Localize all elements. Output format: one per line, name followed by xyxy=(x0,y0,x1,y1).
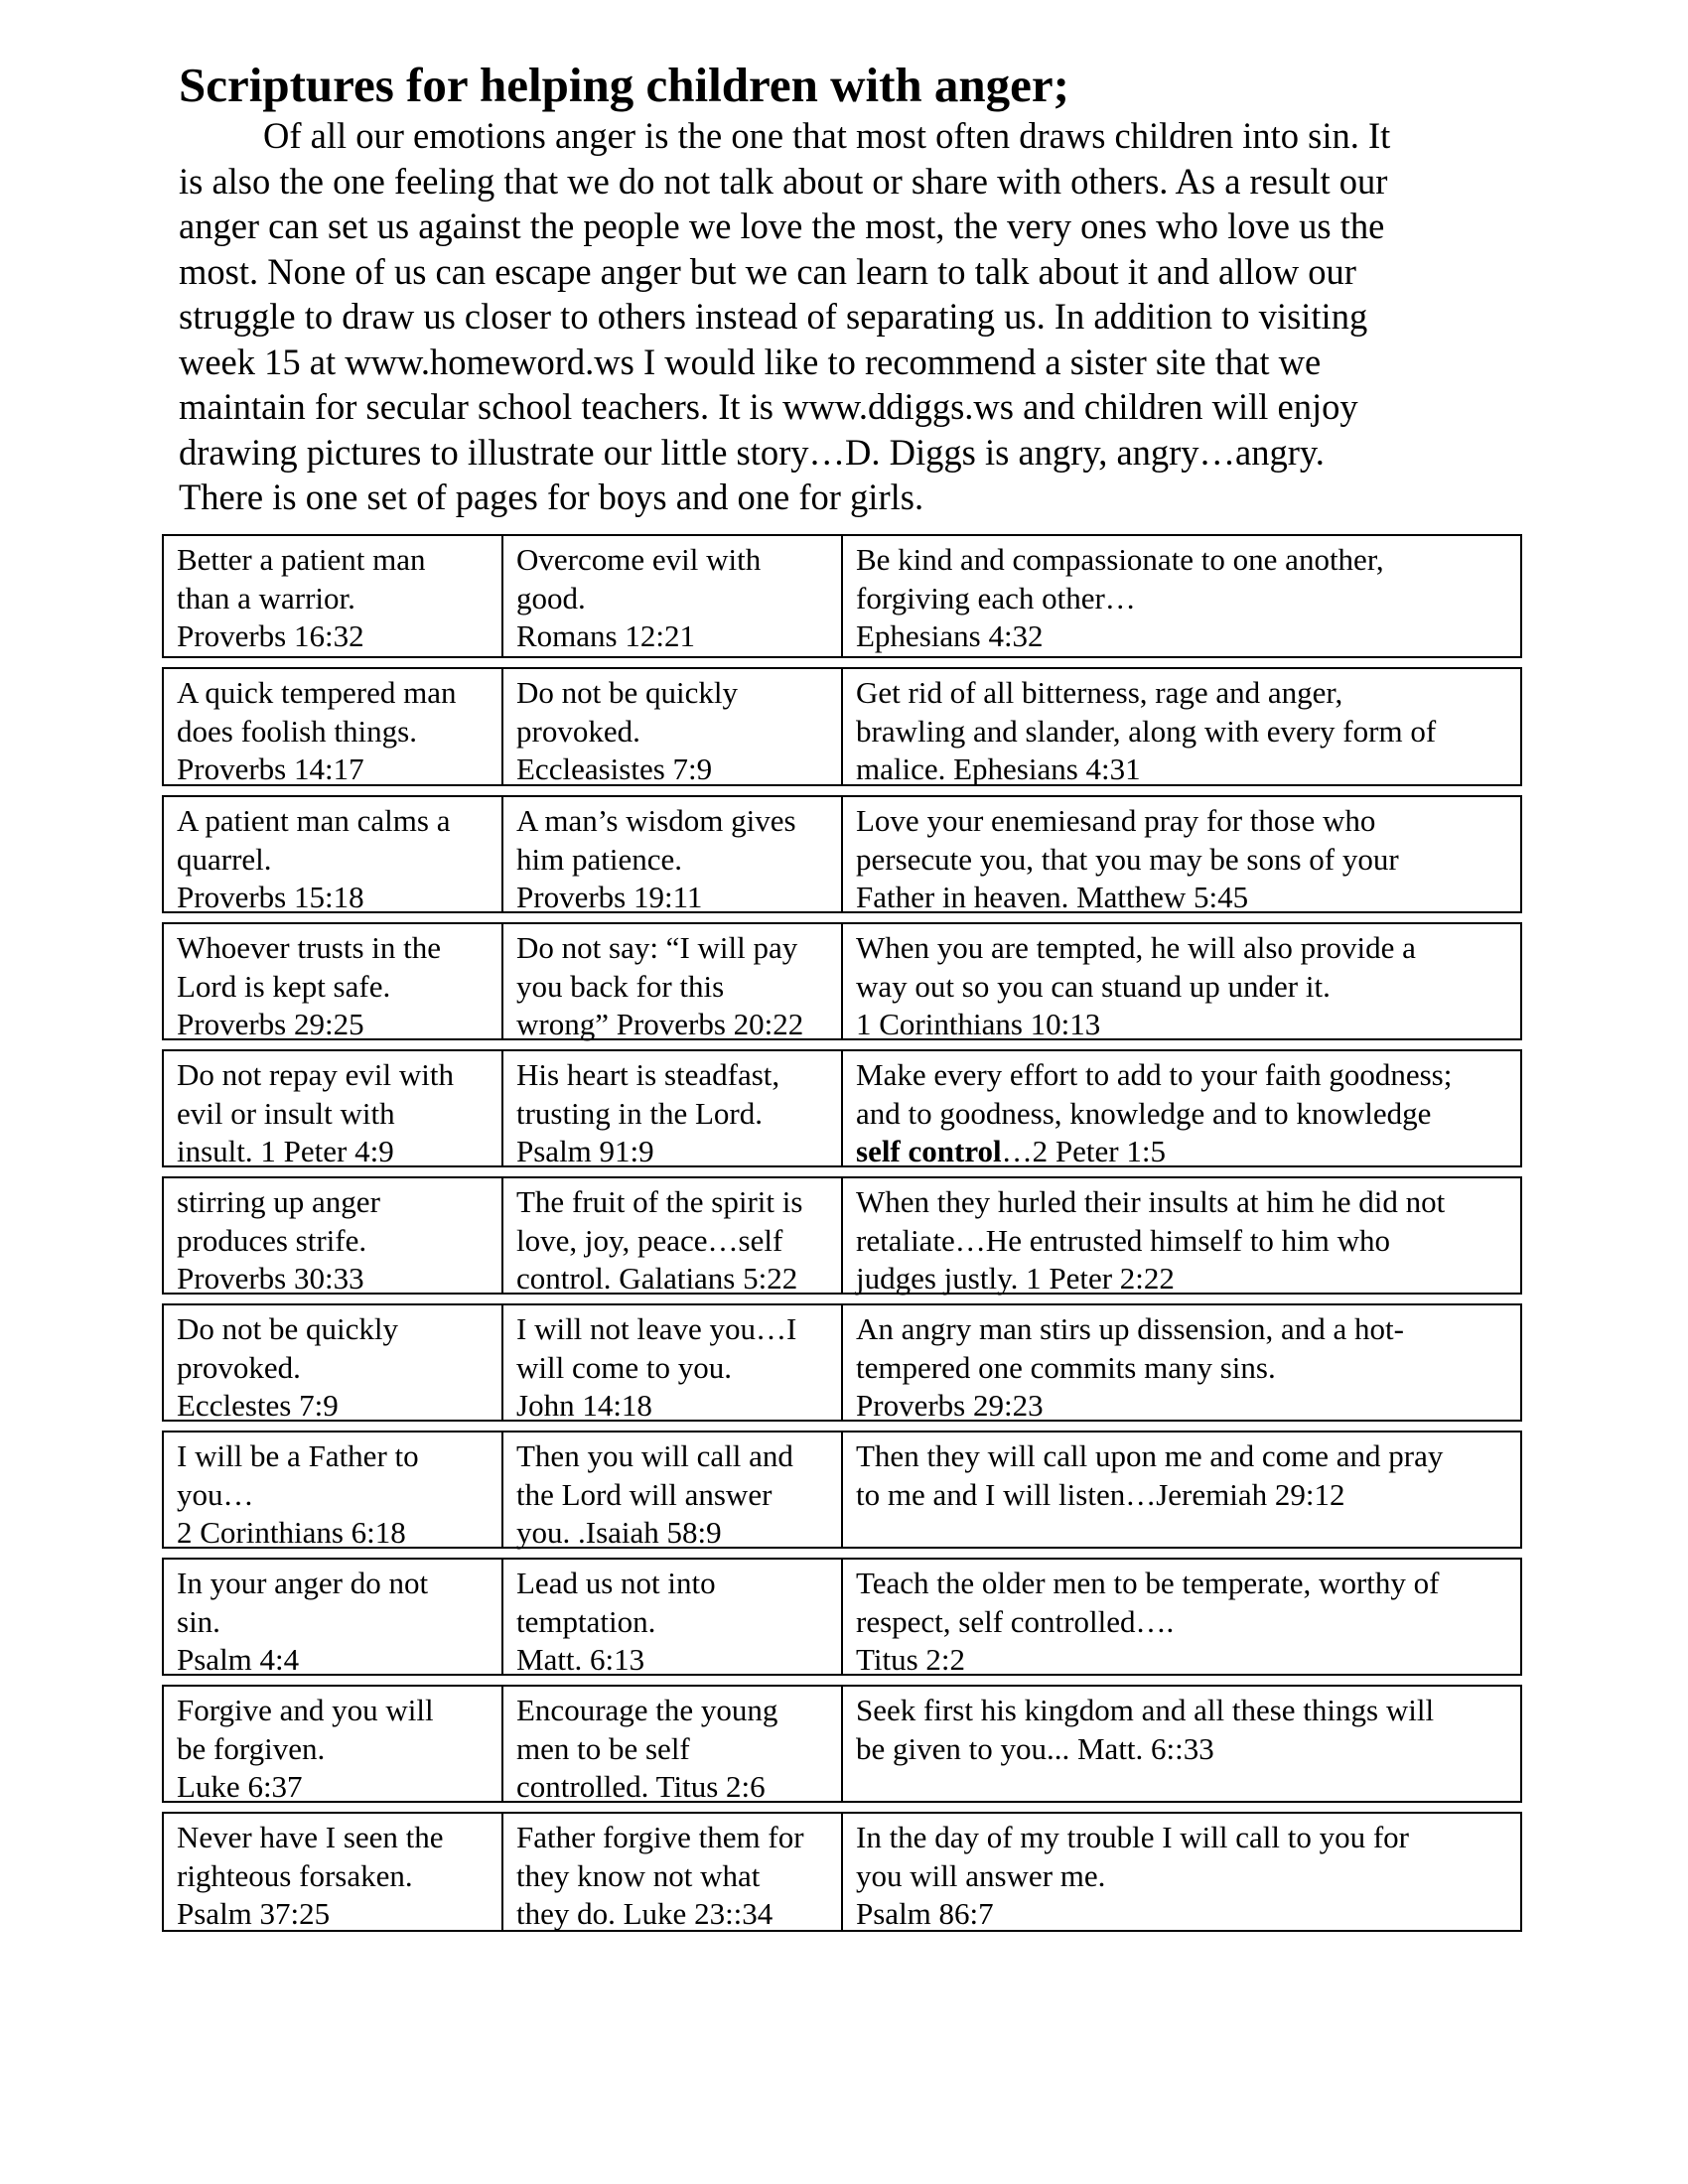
cell-line: A patient man calms a xyxy=(177,803,451,838)
scripture-cell xyxy=(843,1687,1520,1801)
cell-line: the Lord will answer xyxy=(516,1476,773,1512)
cell-line: control. Galatians 5:22 xyxy=(516,1261,798,1296)
cell-line: Proverbs 16:32 xyxy=(177,618,364,653)
cell-line: him patience. xyxy=(516,841,682,877)
cell-line: Proverbs 29:25 xyxy=(177,1007,364,1041)
scripture-cell xyxy=(843,1560,1520,1677)
table-row xyxy=(162,667,1522,786)
cell-line: quarrel. xyxy=(177,841,272,877)
intro-line: maintain for secular school teachers. It is www.ddiggs.ws and children will enjoy xyxy=(179,386,1358,427)
intro-line: struggle to draw us closer to others instead of separating us. In addition to visiting xyxy=(179,296,1368,337)
cell-line: Do not be quickly xyxy=(516,675,738,710)
cell-line: Lead us not into xyxy=(516,1566,716,1600)
cell-line: way out so you can stuand up under it. xyxy=(856,968,1331,1004)
scripture-cell xyxy=(164,1305,503,1423)
intro-line: is also the one feeling that we do not talk about or share with others. As a result our xyxy=(179,160,1388,202)
scripture-cell xyxy=(164,797,503,914)
cell-line: In your anger do not xyxy=(177,1566,429,1600)
scripture-cell xyxy=(503,669,843,784)
scripture-table xyxy=(162,534,1522,1941)
cell-line: Seek first his kingdom and all these things will xyxy=(856,1693,1435,1727)
cell-line: persecute you, that you may be sons of your xyxy=(856,841,1399,877)
cell-line: than a warrior. xyxy=(177,580,355,615)
cell-line: Matt. 6:13 xyxy=(516,1642,645,1677)
cell-line: Titus 2:2 xyxy=(856,1642,965,1677)
cell-line: stirring up anger xyxy=(177,1184,380,1219)
cell-line: Do not be quickly xyxy=(177,1311,398,1346)
cell-line: Do not repay evil with xyxy=(177,1057,454,1092)
cell-line: Better a patient man xyxy=(177,542,426,577)
cell-line: A quick tempered man xyxy=(177,675,457,710)
scripture-cell xyxy=(503,1305,843,1423)
cell-line: Father forgive them for xyxy=(516,1820,804,1854)
cell-line: evil or insult with xyxy=(177,1095,395,1131)
scripture-cell xyxy=(164,1051,503,1168)
intro-line: anger can set us against the people we love the most, the very ones who love us the xyxy=(179,205,1385,246)
cell-line: Proverbs 15:18 xyxy=(177,880,364,914)
scripture-cell xyxy=(503,1560,843,1677)
cell-line: Never have I seen the xyxy=(177,1820,444,1854)
cell-line: When they hurled their insults at him he did not xyxy=(856,1184,1446,1219)
cell-line: His heart is steadfast, xyxy=(516,1057,780,1092)
scripture-cell xyxy=(843,1051,1520,1168)
scripture-cell xyxy=(503,1433,843,1550)
cell-line: Luke 6:37 xyxy=(177,1769,303,1804)
cell-line: Encourage the young xyxy=(516,1693,778,1727)
scripture-cell xyxy=(503,797,843,914)
cell-line: An angry man stirs up dissension, and a hot- xyxy=(856,1311,1404,1346)
scripture-cell xyxy=(843,669,1520,784)
cell-line: Romans 12:21 xyxy=(516,618,695,653)
intro-paragraph xyxy=(179,113,1509,520)
cell-line: sin. xyxy=(177,1603,220,1639)
table-row xyxy=(162,1303,1522,1422)
table-row xyxy=(162,795,1522,913)
cell-line: be given to you... Matt. 6::33 xyxy=(856,1730,1214,1766)
cell-line: Get rid of all bitterness, rage and anger, xyxy=(856,675,1343,710)
cell-line: Do not say: “I will pay xyxy=(516,930,798,965)
cell-line: Father in heaven. Matthew 5:45 xyxy=(856,880,1249,914)
scripture-cell xyxy=(164,1814,503,1930)
cell-line: provoked. xyxy=(177,1349,301,1385)
table-row xyxy=(162,1431,1522,1549)
intro-line: most. None of us can escape anger but we can learn to talk about it and allow our xyxy=(179,250,1356,292)
cell-line xyxy=(856,1133,1510,1171)
cell-line: Lord is kept safe. xyxy=(177,968,391,1004)
scripture-cell xyxy=(503,1051,843,1168)
cell-line-rest: …2 Peter 1:5 xyxy=(1001,1134,1166,1168)
cell-line: Overcome evil with xyxy=(516,542,762,577)
cell-line: Then you will call and xyxy=(516,1438,793,1473)
scripture-cell xyxy=(164,1178,503,1296)
cell-line: Psalm 86:7 xyxy=(856,1896,994,1931)
cell-line: Teach the older men to be temperate, worthy of xyxy=(856,1566,1440,1600)
cell-line: good. xyxy=(516,580,586,615)
table-row xyxy=(162,1558,1522,1676)
cell-line: A man’s wisdom gives xyxy=(516,803,796,838)
cell-line: respect, self controlled…. xyxy=(856,1603,1175,1639)
intro-line: There is one set of pages for boys and one for girls. xyxy=(179,477,924,517)
cell-line: Make every effort to add to your faith goodness; xyxy=(856,1057,1453,1092)
cell-line: brawling and slander, along with every form of xyxy=(856,713,1437,749)
scripture-cell xyxy=(503,536,843,656)
scripture-cell xyxy=(843,536,1520,656)
table-row xyxy=(162,1685,1522,1803)
scripture-cell xyxy=(164,1560,503,1677)
cell-line: men to be self xyxy=(516,1730,690,1766)
table-row xyxy=(162,534,1522,658)
cell-line: insult. 1 Peter 4:9 xyxy=(177,1134,394,1168)
cell-line: Love your enemiesand pray for those who xyxy=(856,803,1376,838)
table-row xyxy=(162,1176,1522,1295)
cell-line: you will answer me. xyxy=(856,1857,1106,1893)
cell-line: righteous forsaken. xyxy=(177,1857,413,1893)
cell-line: will come to you. xyxy=(516,1349,732,1385)
cell-line: Proverbs 29:23 xyxy=(856,1388,1044,1423)
cell-line: 1 Corinthians 10:13 xyxy=(856,1007,1101,1041)
scripture-cell xyxy=(503,924,843,1041)
cell-line: 2 Corinthians 6:18 xyxy=(177,1515,406,1550)
cell-line: provoked. xyxy=(516,713,640,749)
cell-line: you. .Isaiah 58:9 xyxy=(516,1515,722,1550)
cell-line: The fruit of the spirit is xyxy=(516,1184,803,1219)
cell-line: judges justly. 1 Peter 2:22 xyxy=(856,1261,1175,1296)
cell-line: Then they will call upon me and come and pray xyxy=(856,1438,1444,1473)
emphasis-text: self control xyxy=(856,1134,1002,1168)
cell-line: I will be a Father to xyxy=(177,1438,419,1473)
cell-line: retaliate…He entrusted himself to him who xyxy=(856,1222,1391,1258)
cell-line: temptation. xyxy=(516,1603,656,1639)
scripture-cell xyxy=(843,1814,1520,1930)
cell-line: malice. Ephesians 4:31 xyxy=(856,751,1141,786)
page-title: Scriptures for helping children with anger; xyxy=(179,58,1070,112)
cell-line: Proverbs 19:11 xyxy=(516,880,703,914)
scripture-cell xyxy=(503,1687,843,1804)
scripture-cell xyxy=(164,536,503,656)
cell-line: When you are tempted, he will also provide a xyxy=(856,930,1416,965)
cell-line: tempered one commits many sins. xyxy=(856,1349,1276,1385)
cell-line: Proverbs 30:33 xyxy=(177,1261,364,1296)
table-row xyxy=(162,1049,1522,1167)
cell-line: Proverbs 14:17 xyxy=(177,751,364,786)
cell-line: produces strife. xyxy=(177,1222,367,1258)
cell-line: I will not leave you…I xyxy=(516,1311,797,1346)
cell-line: Psalm 37:25 xyxy=(177,1896,331,1931)
scripture-cell xyxy=(843,797,1520,914)
cell-line: controlled. Titus 2:6 xyxy=(516,1769,766,1804)
scripture-cell xyxy=(164,1687,503,1804)
cell-line: they know not what xyxy=(516,1857,761,1893)
cell-line: does foolish things. xyxy=(177,713,417,749)
scripture-cell xyxy=(843,924,1520,1041)
scripture-cell xyxy=(843,1433,1520,1547)
cell-line: wrong” Proverbs 20:22 xyxy=(516,1007,804,1041)
scripture-cell xyxy=(164,1433,503,1550)
cell-line: Be kind and compassionate to one another, xyxy=(856,542,1384,577)
cell-line: Whoever trusts in the xyxy=(177,930,442,965)
scripture-cell xyxy=(843,1305,1520,1423)
cell-line: John 14:18 xyxy=(516,1388,652,1423)
intro-line: week 15 at www.homeword.ws I would like to recommend a sister site that we xyxy=(179,341,1322,382)
cell-line: be forgiven. xyxy=(177,1730,326,1766)
cell-line: Psalm 4:4 xyxy=(177,1642,300,1677)
cell-line: and to goodness, knowledge and to knowledge xyxy=(856,1095,1432,1131)
cell-line: Ecclestes 7:9 xyxy=(177,1388,339,1423)
cell-line: they do. Luke 23::34 xyxy=(516,1896,774,1931)
table-row xyxy=(162,922,1522,1040)
cell-line: Eccleasistes 7:9 xyxy=(516,751,713,786)
scripture-cell xyxy=(503,1814,843,1930)
cell-line: you back for this xyxy=(516,968,725,1004)
scripture-cell xyxy=(164,669,503,784)
table-row xyxy=(162,1812,1522,1932)
intro-line: drawing pictures to illustrate our little story…D. Diggs is angry, angry…angry. xyxy=(179,431,1325,473)
cell-line: you… xyxy=(177,1476,254,1512)
cell-line: love, joy, peace…self xyxy=(516,1222,783,1258)
cell-line: trusting in the Lord. xyxy=(516,1095,763,1131)
cell-line: to me and I will listen…Jeremiah 29:12 xyxy=(856,1476,1345,1512)
cell-line: In the day of my trouble I will call to you for xyxy=(856,1820,1410,1854)
scripture-cell xyxy=(164,924,503,1041)
cell-line: forgiving each other… xyxy=(856,580,1136,615)
intro-line: Of all our emotions anger is the one that most often draws children into sin. It xyxy=(263,115,1391,156)
cell-line: Ephesians 4:32 xyxy=(856,618,1044,653)
scripture-cell xyxy=(503,1178,843,1296)
scripture-cell xyxy=(843,1178,1520,1296)
cell-line: Forgive and you will xyxy=(177,1693,434,1727)
cell-line: Psalm 91:9 xyxy=(516,1134,654,1168)
